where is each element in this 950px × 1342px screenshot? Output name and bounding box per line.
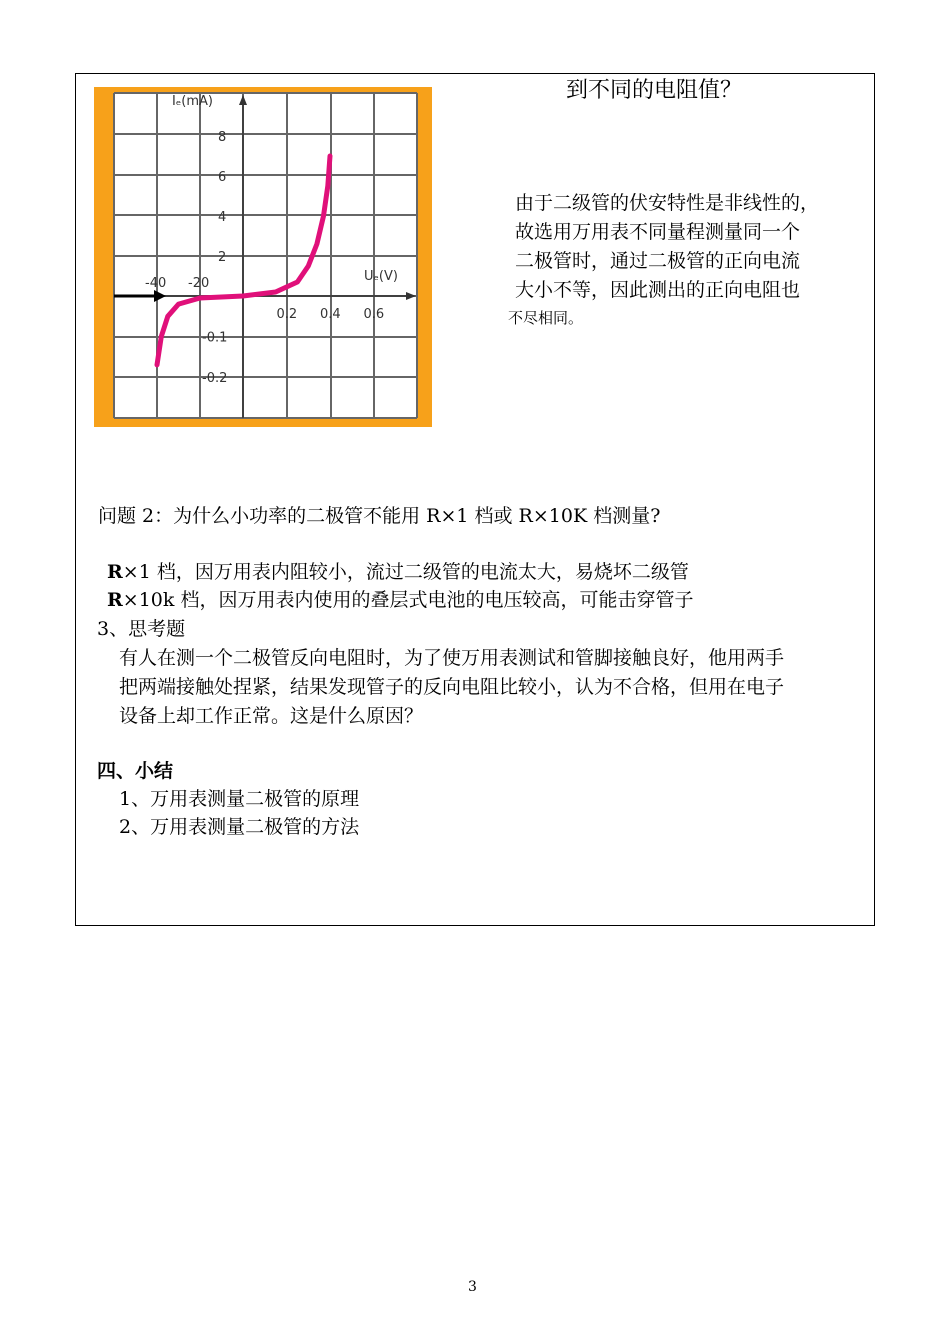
diode-iv-chart <box>94 87 432 427</box>
section3-line-2: 把两端接触处捏紧，结果发现管子的反向电阻比较小，认为不合格，但用在电子 <box>119 676 785 698</box>
answer2-bold-1: R <box>107 561 123 583</box>
y-tick-label: 2 <box>218 250 227 265</box>
y-axis-label: Iₑ(mA) <box>172 94 213 109</box>
section3-line-1: 有人在测一个二极管反向电阻时，为了使万用表测试和管脚接触良好，他用两手 <box>119 647 785 669</box>
section3-title: 3、思考题 <box>97 618 186 640</box>
x-tick-label: -40 <box>145 276 167 291</box>
answer2-bold-2: R <box>107 589 123 611</box>
answer1-line-4: 大小不等，因此测出的正向电阻也 <box>515 279 801 301</box>
summary-item-1: 1、万用表测量二极管的原理 <box>119 788 360 810</box>
y-tick-label: 6 <box>218 170 227 185</box>
y-tick-label: -0.1 <box>202 330 228 346</box>
answer2-rest-2: ×10k 档，因万用表内使用的叠层式电池的电压较高，可能击穿管子 <box>122 589 694 611</box>
summary-title: 四、小结 <box>97 760 174 782</box>
summary-item-2: 2、万用表测量二极管的方法 <box>119 816 360 838</box>
x-tick-label: -20 <box>188 276 210 291</box>
x-tick-label: 0.4 <box>320 307 341 322</box>
page-number: 3 <box>468 1279 477 1295</box>
heading-tail: 到不同的电阻值？ <box>566 78 743 103</box>
question2: 问题 2：为什么小功率的二极管不能用 R×1 档或 R×10K 档测量? <box>98 505 661 527</box>
x-axis-label: Uₑ(V) <box>364 269 398 284</box>
x-tick-label: 0.2 <box>276 307 298 322</box>
x-tick-label: 0.6 <box>363 307 385 322</box>
answer1-line-1: 由于二级管的伏安特性是非线性的， <box>515 192 820 214</box>
chart-svg <box>94 87 432 427</box>
section3-line-3: 设备上却工作正常。这是什么原因？ <box>119 705 424 727</box>
y-tick-label: 4 <box>218 210 227 225</box>
answer1-line-2: 故选用万用表不同量程测量同一个 <box>515 221 801 243</box>
answer2-line-1 <box>107 563 689 582</box>
y-tick-label: 8 <box>218 130 227 145</box>
answer2-line-2 <box>107 591 693 610</box>
answer1-line-3: 二极管时，通过二极管的正向电流 <box>515 250 801 272</box>
answer1-last-line: 不尽相同。 <box>508 309 584 327</box>
answer2-rest-1: ×1 档，因万用表内阻较小，流过二级管的电流太大，易烧坏二级管 <box>122 561 689 583</box>
y-tick-label: -0.2 <box>202 371 228 386</box>
